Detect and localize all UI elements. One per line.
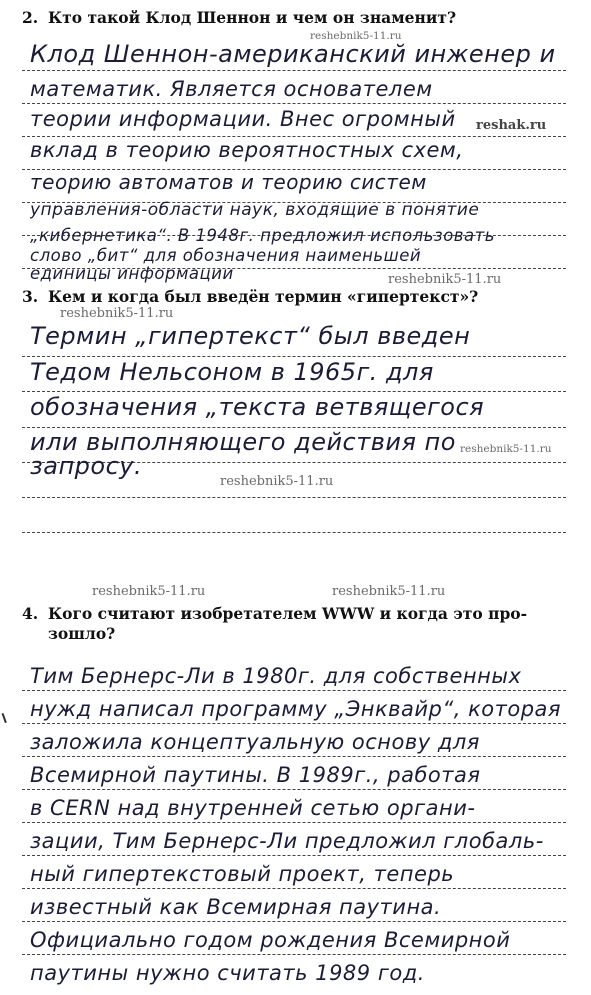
question-3-number: 3. <box>22 287 39 306</box>
answer-3-line-3: обозначения „текста ветвящегося <box>30 393 485 421</box>
answer-line <box>22 70 566 71</box>
question-2-text: Кто такой Клод Шеннон и чем он знаменит? <box>48 8 457 27</box>
answer-3-line-2: Тедом Нельсоном в 1965г. для <box>30 358 434 386</box>
answer-line <box>22 136 566 137</box>
answer-3-line-5: запросу. <box>30 452 143 480</box>
answer-line <box>22 356 566 357</box>
answer-line <box>22 756 566 757</box>
watermark: reshebnik5-11.ru <box>310 30 402 42</box>
answer-2-line-3: теории информации. Внес огромный <box>30 107 456 131</box>
question-4-text-line-1: Кого считают изобретателем WWW и когда это про- <box>48 604 528 623</box>
watermark: reshak.ru <box>476 118 547 133</box>
question-2 <box>22 8 456 27</box>
answer-4-line-5: в CERN над внутренней сетью органи- <box>30 796 476 820</box>
answer-line <box>22 954 566 955</box>
answer-2-line-2: математик. Является основателем <box>30 77 433 101</box>
answer-line <box>22 723 566 724</box>
question-4 <box>22 604 527 623</box>
answer-2-line-6: управления-области наук, входящие в понятие <box>30 200 480 220</box>
answer-4-line-7: ный гипертекстовый проект, теперь <box>30 862 455 886</box>
answer-4-line-8: известный как Всемирная паутина. <box>30 895 442 919</box>
watermark: reshebnik5-11.ru <box>220 474 334 489</box>
answer-4-line-10: паутины нужно считать 1989 год. <box>30 961 425 985</box>
answer-line <box>22 497 566 498</box>
answer-2-line-8: слово „бит“ для обозначения наименьшей <box>30 246 422 265</box>
answer-line <box>22 921 566 922</box>
answer-2-line-1: Клод Шеннон-американский инженер и <box>30 40 556 68</box>
answer-line <box>22 789 566 790</box>
answer-line <box>22 822 566 823</box>
answer-line <box>22 103 566 104</box>
answer-3-line-4: или выполняющего действия по <box>30 428 456 456</box>
answer-4-line-9: Официально годом рождения Всемирной <box>30 928 511 952</box>
watermark: reshebnik5-11.ru <box>460 443 552 455</box>
answer-4-line-2: нужд написал программу „Энквайр“, которая <box>30 697 562 721</box>
answer-line <box>22 690 566 691</box>
watermark: reshebnik5-11.ru <box>332 584 446 599</box>
pen-mark <box>2 711 13 723</box>
watermark: reshebnik5-11.ru <box>388 272 502 287</box>
answer-4-line-6: зации, Тим Бернерс-Ли предложил глобаль- <box>30 829 544 853</box>
question-3-text: Кем и когда был введён термин «гипертекст»? <box>48 287 479 306</box>
answer-line <box>22 855 566 856</box>
answer-2-line-5: теорию автоматов и теорию систем <box>30 170 427 194</box>
answer-4-line-4: Всемирной паутины. В 1989г., работая <box>30 763 481 787</box>
answer-4-line-1: Тим Бернерс-Ли в 1980г. для собственных <box>30 664 522 688</box>
answer-3-line-1: Термин „гипертекст“ был введен <box>30 322 471 350</box>
question-3 <box>22 287 478 306</box>
answer-line <box>22 391 566 392</box>
answer-line <box>22 888 566 889</box>
answer-2-line-4: вклад в теорию вероятностных схем, <box>30 138 464 162</box>
watermark: reshebnik5-11.ru <box>60 306 174 321</box>
question-2-number: 2. <box>22 8 39 27</box>
answer-4-line-3: заложила концептуальную основу для <box>30 730 480 754</box>
answer-2-line-7: „кибернетика“. В 1948г. предложил использовать <box>30 226 495 245</box>
answer-line <box>22 532 566 533</box>
question-4-number: 4. <box>22 604 39 623</box>
question-4-text-line-2: зошло? <box>48 624 116 643</box>
watermark: reshebnik5-11.ru <box>92 584 206 599</box>
answer-2-line-9: единицы информации <box>30 264 234 283</box>
